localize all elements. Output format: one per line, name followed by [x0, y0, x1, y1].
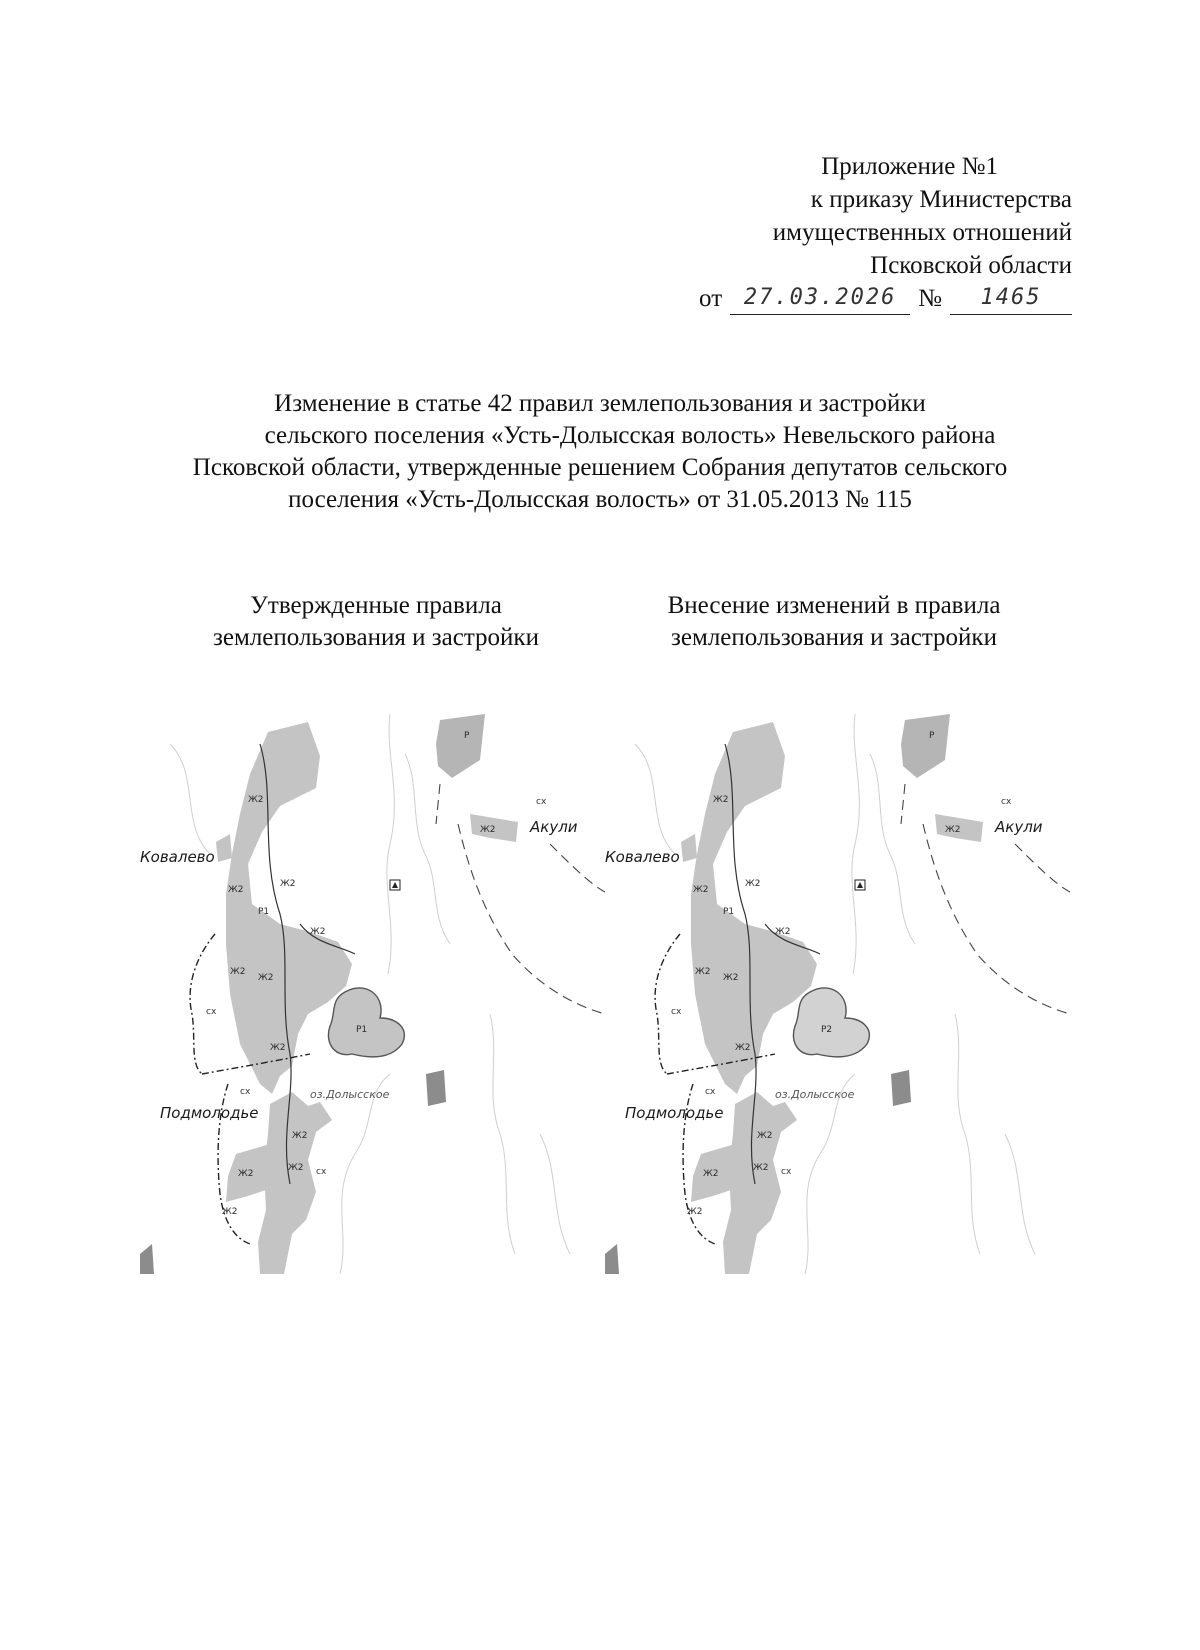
- document-title: [60, 388, 1140, 516]
- zone-label-zh2-i: Ж2: [703, 1169, 719, 1179]
- zone-label-sx-d: сх: [240, 1087, 251, 1097]
- zone-label-sx-a: сх: [206, 1007, 217, 1017]
- caption-left-line-1: Утвержденные правила: [250, 592, 502, 619]
- appendix-number: Приложение №1: [821, 153, 998, 180]
- title-line-3: Псковской области, утвержденные решением Собрания депутатов сельского: [192, 454, 1008, 481]
- zone-industry-small: [426, 1070, 446, 1106]
- zone-label-zh2-e: Ж2: [695, 967, 711, 977]
- zone-label-zh2-g: Ж2: [270, 1043, 286, 1053]
- label-akuli: Акули: [530, 818, 578, 836]
- zone-label-zh2-g: Ж2: [735, 1043, 751, 1053]
- order-number-label: №: [918, 285, 942, 312]
- zone-label-zh2-i: Ж2: [238, 1169, 254, 1179]
- zone-label-zh2-h: Ж2: [757, 1131, 773, 1141]
- zone-label-zh2-f: Ж2: [258, 973, 274, 983]
- map-amended-svg: [605, 714, 1070, 1274]
- zone-label-sx-b: сх: [1001, 797, 1012, 807]
- zone-label-zh2-c: Ж2: [745, 879, 761, 889]
- appendix-region: Псковской области: [870, 252, 1072, 279]
- zone-label-sx-d: сх: [705, 1087, 716, 1097]
- caption-amended-rules: [624, 590, 1044, 654]
- zone-label-zh2-east: Ж2: [480, 825, 496, 835]
- zone-label-zh2-d: Ж2: [775, 927, 791, 937]
- zone-north-settlement: [901, 714, 950, 778]
- appendix-ministry: имущественных отношений: [772, 219, 1072, 246]
- zone-label-zh2-b: Ж2: [693, 885, 709, 895]
- title-line-1: Изменение в статье 42 правил землепользования и застройки: [274, 390, 926, 417]
- label-podmolodye: Подмолодье: [625, 1104, 724, 1122]
- map-approved-svg: [140, 714, 605, 1274]
- zone-label-zh2-k: Ж2: [687, 1207, 703, 1217]
- zone-label-zh2-k: Ж2: [222, 1207, 238, 1217]
- caption-right-line-2: землепользования и застройки: [671, 624, 997, 651]
- map-amended: [605, 714, 1070, 1274]
- map-icon-marker: [390, 880, 400, 890]
- island-zone-label: Р1: [356, 1025, 368, 1035]
- zone-label-p-north: Р: [929, 731, 935, 741]
- zone-label-zh2-e: Ж2: [230, 967, 246, 977]
- label-kovalevo: Ковалево: [140, 848, 215, 866]
- zone-label-zh2-j: Ж2: [288, 1163, 304, 1173]
- caption-approved-rules: [166, 590, 586, 654]
- map-approved: [140, 714, 605, 1274]
- order-from-label: от: [699, 285, 723, 312]
- order-date-number: [699, 282, 1072, 315]
- label-akuli: Акули: [995, 818, 1043, 836]
- appendix-header: [773, 150, 1072, 282]
- zone-zh2-south: [723, 1092, 797, 1274]
- island-zone: [328, 988, 404, 1057]
- island-zone-label: Р2: [821, 1025, 833, 1035]
- title-line-2: сельского поселения «Усть-Долысская волость» Невельского района: [264, 422, 996, 449]
- zone-label-sx-c: сх: [781, 1167, 792, 1177]
- zone-strip-west: [216, 834, 232, 862]
- zone-label-p-north: Р: [464, 731, 470, 741]
- zone-north-settlement: [436, 714, 485, 778]
- island-zone: [793, 988, 869, 1057]
- order-number-handwritten: 1465: [950, 284, 1072, 315]
- zone-label-zh2-east: Ж2: [945, 825, 961, 835]
- label-kovalevo: Ковалево: [605, 848, 680, 866]
- zone-zh2-south: [258, 1092, 332, 1274]
- label-podmolodye: Подмолодье: [160, 1104, 259, 1122]
- label-lake-dolysskoe: оз.Долысское: [310, 1088, 390, 1101]
- zone-label-zh2-j: Ж2: [753, 1163, 769, 1173]
- zone-label-zh2-a: Ж2: [248, 795, 264, 805]
- zone-industry-small: [891, 1070, 911, 1106]
- zone-label-zh2-f: Ж2: [723, 973, 739, 983]
- caption-left-line-2: землепользования и застройки: [213, 624, 539, 651]
- appendix-order-ref: к приказу Министерства: [810, 186, 1072, 213]
- zone-label-sx-a: сх: [671, 1007, 682, 1017]
- zone-label-r1: Р1: [258, 907, 270, 917]
- zone-label-zh2-d: Ж2: [310, 927, 326, 937]
- zone-corner-sw: [605, 1244, 619, 1274]
- zone-label-zh2-b: Ж2: [228, 885, 244, 895]
- zone-label-r1: Р1: [723, 907, 735, 917]
- zone-label-zh2-a: Ж2: [713, 795, 729, 805]
- label-lake-dolysskoe: оз.Долысское: [775, 1088, 855, 1101]
- zone-strip-west: [681, 834, 697, 862]
- order-date-handwritten: 27.03.2026: [730, 284, 910, 315]
- zone-label-zh2-h: Ж2: [292, 1131, 308, 1141]
- map-icon-marker: [855, 880, 865, 890]
- caption-right-line-1: Внесение изменений в правила: [667, 592, 1001, 619]
- zone-label-sx-c: сх: [316, 1167, 327, 1177]
- zone-corner-sw: [140, 1244, 154, 1274]
- zone-label-zh2-c: Ж2: [280, 879, 296, 889]
- zone-label-sx-b: сх: [536, 797, 547, 807]
- title-line-4: поселения «Усть-Долысская волость» от 31.05.2013 № 115: [288, 486, 912, 513]
